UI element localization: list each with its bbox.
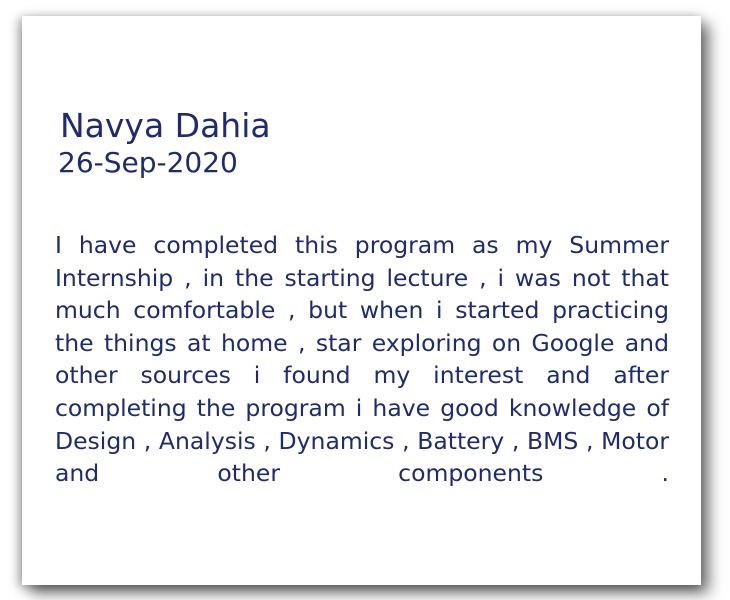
testimonial-text: I have completed this program as my Summer Internship , in the starting lecture , i was not that much comfortable , but when i started practicing the things at home , star exploring on Google and other sources i found my interest and after completing the program i have good knowledge of Design , Analysis , Dynamics , Battery , BMS , Motor and other components . (55, 231, 669, 488)
testimonial-card (22, 16, 701, 585)
author-name: Navya Dahia (60, 106, 271, 145)
testimonial-date: 26-Sep-2020 (58, 146, 238, 179)
